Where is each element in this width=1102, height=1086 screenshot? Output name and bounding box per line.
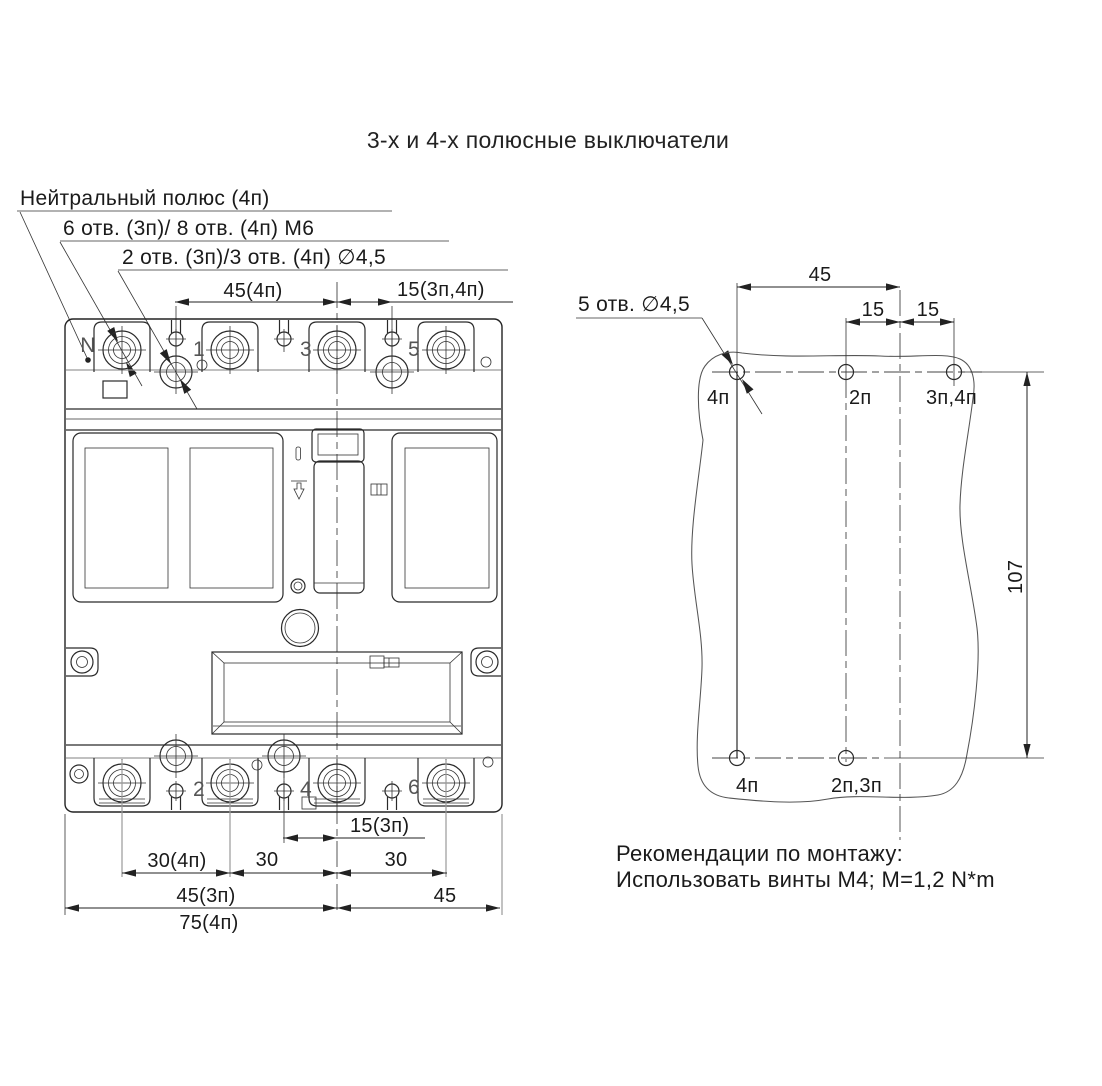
dim-mount-15b: 15 — [916, 299, 940, 321]
breaker-face — [66, 429, 501, 734]
dim-bottom-45r: 45 — [433, 885, 457, 907]
leader-dot — [85, 357, 91, 363]
callout-d45-holes — [118, 246, 508, 409]
terminal-tab — [309, 758, 365, 806]
terminal-label-4: 4 — [300, 778, 312, 801]
callout-5-holes — [576, 293, 762, 414]
mounting-view — [576, 264, 1044, 892]
toggle-handle — [312, 429, 364, 593]
test-button — [282, 610, 319, 647]
dim-bottom-30b: 30 — [255, 849, 279, 871]
terminal-tab — [94, 322, 150, 374]
terminal-label-3: 3 — [300, 338, 312, 361]
right-label-panel — [392, 433, 497, 602]
dim-mount-15a: 15 — [861, 299, 885, 321]
dim-bottom-75: 75(4п) — [179, 912, 239, 934]
left-label-panel — [73, 433, 283, 602]
note-line-1: Рекомендации по монтажу: — [616, 841, 904, 866]
window-latch — [370, 656, 399, 668]
dim-bottom-30a: 30(4п) — [147, 850, 207, 872]
terminal-label-5: 5 — [408, 338, 420, 361]
callout-m6-label: 6 отв. (3п)/ 8 отв. (4п) М6 — [63, 217, 315, 240]
dim-top-45: 45(4п) — [223, 280, 283, 302]
front-mount-hole — [262, 734, 306, 778]
keyhole-terminal — [166, 781, 186, 810]
hole-label-top-2p: 2п — [849, 387, 872, 409]
terminal-label-n: N — [80, 334, 96, 357]
dimension-mount-107 — [884, 372, 1044, 758]
right-mount-ear — [471, 648, 501, 676]
front-mount-hole — [154, 734, 198, 778]
hole-label-bottom-4p: 4п — [736, 775, 759, 797]
dimension-mount-45 — [737, 264, 900, 291]
front-mount-hole — [154, 350, 198, 394]
seal-hole — [291, 579, 305, 593]
on-position-mark — [296, 447, 301, 460]
note-line-2: Использовать винты М4; М=1,2 N*m — [616, 867, 995, 892]
mounting-plate-outline — [692, 352, 978, 802]
corner-hole — [70, 765, 88, 783]
terminal-label-6: 6 — [408, 776, 420, 799]
keyhole-terminal — [382, 781, 402, 810]
front-view — [17, 187, 513, 934]
terminal-tab — [202, 322, 258, 374]
dim-bottom-15: 15(3п) — [350, 815, 410, 837]
dimension-bottom-rows — [65, 760, 502, 934]
left-mount-ear — [66, 648, 98, 676]
callout-5-holes-label: 5 отв. ∅4,5 — [578, 293, 690, 316]
dim-mount-107: 107 — [1005, 559, 1027, 594]
page-title: 3-х и 4-х полюсные выключатели — [366, 127, 730, 153]
rating-window-icon — [371, 484, 387, 495]
keyhole-terminal — [274, 320, 294, 352]
terminal-label-1: 1 — [193, 338, 205, 361]
dim-mount-45: 45 — [808, 264, 832, 286]
small-hole — [481, 357, 491, 367]
hole-label-top-4p: 4п — [707, 387, 730, 409]
dim-bottom-30c: 30 — [384, 849, 408, 871]
callout-d45-label: 2 отв. (3п)/3 отв. (4п) ∅4,5 — [122, 246, 386, 269]
terminal-label-2: 2 — [193, 778, 205, 801]
dim-top-15: 15(3п,4п) — [397, 279, 485, 301]
hole-label-bottom-2p3p: 2п,3п — [831, 775, 882, 797]
small-hole — [252, 760, 262, 770]
dimension-top-row — [175, 279, 513, 372]
top-terminal-strip — [80, 320, 491, 398]
dim-bottom-45l: 45(3п) — [176, 885, 236, 907]
terminal-tab — [418, 322, 474, 374]
hole-label-top-3p4p: 3п,4п — [926, 387, 977, 409]
trip-indicator-icon — [291, 481, 307, 499]
mounting-notes — [616, 841, 995, 892]
callout-neutral-pole-label: Нейтральный полюс (4п) — [20, 187, 270, 210]
neutral-tab-slot — [103, 381, 127, 398]
terminal-tab — [309, 322, 365, 374]
